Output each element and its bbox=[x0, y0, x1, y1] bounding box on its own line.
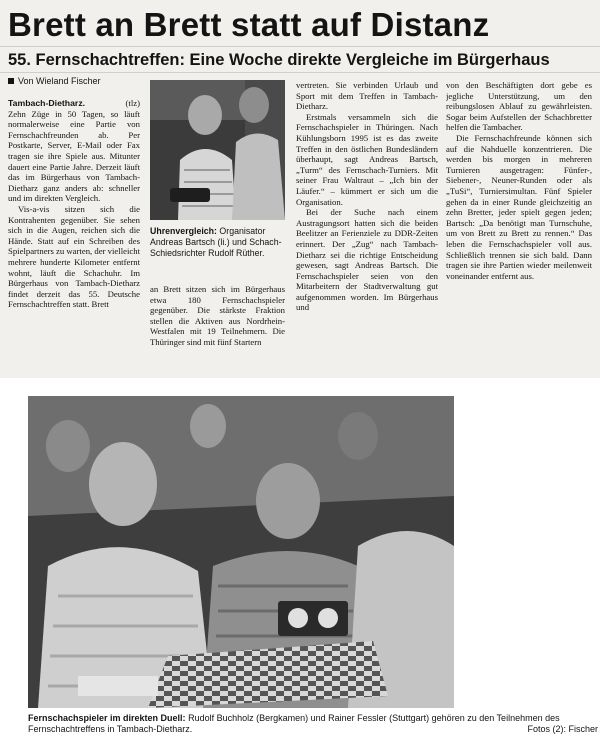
subheadline: 55. Fernschachtreffen: Eine Woche direkte Vergleiche im Bürgerhaus bbox=[8, 51, 550, 69]
paragraph: an Brett sitzen sich im Bürgerhaus etwa 180 Fernschachspieler gegenüber. Die stärkste Fraktion stellen die Aktiven aus Nordrhein-Westfalen mit 19 Teilnehmern. Die Thüringer sind mit fünf Startern bbox=[150, 284, 285, 347]
dateline: Tambach-Dietharz. bbox=[8, 98, 86, 108]
article-column-4 bbox=[446, 80, 592, 373]
subheadline-rule bbox=[0, 72, 600, 73]
headline-rule bbox=[0, 46, 600, 47]
organizer-photo bbox=[150, 80, 285, 220]
paragraph: Die Fernschachfreunde können sich auf die Nahduelle konzentrieren. Die werden bis morgen in mehreren Turnieren ausgetragen: Fünfer-, Siebener-, Neuner-Runden oder als „TuSi“, Turniersimultan. Fünf Spieler gehen da in einer Runde gleichzeitig an zehn Bretter, jeder spielt gegen jeden; Bartsch: „Da benötigt man Turnschuhe, um von Brett zu Brett zu rennen.“ Das leben die Fernschachspieler voll aus. Schließlich trennen sie sich bald. Dann tragen sie ihre Partien wieder meilenweit voneinander entfernt aus. bbox=[446, 132, 592, 281]
article-column-2 bbox=[150, 284, 285, 373]
source-tag: (tlz) bbox=[125, 98, 140, 108]
paragraph: Erstmals versammeln sich die Fernschachspieler in Thüringen. Nach Kühlungsborn 1995 ist es das zweite Treffen in den östlichen Bundesländern überhaupt, sagt Andreas Bartsch, „Turm“ des Fernschach-Turniers. Mit seiner Frau Waltraut – „Ich bin der Läufer.“ – kümmert er sich um die Organisation. bbox=[296, 111, 438, 207]
paragraph: vertreten. Sie verbinden Urlaub und Sport mit dem Treffen in Tambach-Dietharz. bbox=[296, 80, 438, 112]
paragraph: Vis-a-vis sitzen sich die Kontrahenten gegenüber. Sie sehen sich in die Augen, reichen sich die Hände. Statt auf ein Schreiben des Spielpartners zu warten, der vielleicht mehrere hunderte Kilometer entfernt wohnt, läuft die Schachuhr. Im Bürgerhaus von Tambach-Dietharz findet derzeit das 55. Deutsche Fernschachtreffen statt. Brett bbox=[8, 203, 140, 310]
byline-square-icon bbox=[8, 78, 14, 84]
caption-lead: Uhrenvergleich: bbox=[150, 226, 217, 236]
chess-duel-photo bbox=[28, 396, 454, 708]
article-column-1 bbox=[8, 98, 140, 373]
caption-text: Rudolf Buchholz (Bergkamen) und Rainer Fessler (Stuttgart) gehören zu den Teilnehmen des Fernschachtreffens in Tambach-Dietharz. bbox=[28, 713, 560, 734]
chess-duel-photo-caption bbox=[28, 713, 598, 735]
article-column-3 bbox=[296, 80, 438, 373]
paragraph bbox=[8, 98, 140, 204]
paragraph: von den Beschäftigten dort gebe es jegliche Unterstützung, um den reibungslosen Ablauf zu gewährleisten. Sogar beim Aufstellen der Schachbretter helfen die Tambacher. bbox=[446, 80, 592, 133]
headline: Brett an Brett statt auf Distanz bbox=[8, 6, 490, 43]
paragraph: Bei der Suche nach einem Austragungsort hatten sich die beiden Beelitzer an Ferienziele zu DDR-Zeiten erinnert. Der „Zug“ nach Tambach-Dietharz sei die richtige Entscheidung gewesen, sagt Andreas Bartsch. Die Fernschachspieler seien von den Mitarbeitern der Stadtverwaltung gut aufgenommen worden. Im Bürgerhaus und bbox=[296, 207, 438, 313]
photo-credit: Fotos (2): Fischer bbox=[527, 724, 598, 734]
organizer-photo-caption bbox=[150, 226, 285, 259]
byline-text: Von Wieland Fischer bbox=[18, 76, 101, 86]
chess-duel-photo-image bbox=[28, 396, 454, 708]
caption-lead: Fernschachspieler im direkten Duell: bbox=[28, 713, 186, 723]
organizer-photo-image bbox=[150, 80, 285, 220]
caption-text: Organisator Andreas Bartsch (li.) und Schach-Schiedsrichter Rudolf Rüther. bbox=[150, 226, 282, 258]
paragraph-text: Zehn Züge in 50 Tagen, so läuft normalerweise eine Partie von Fernschachfreunden ab. Per Postkarte, Server, E-Mail oder Fax tragen sie ihre Spiele aus. Mitunter dauert eine Partie Jahre. Derzeit läuft das im Bürgerhaus von Tambach-Dietharz ganz anders ab: schneller und im direkten Vergleich. bbox=[8, 108, 140, 204]
byline bbox=[8, 76, 148, 87]
